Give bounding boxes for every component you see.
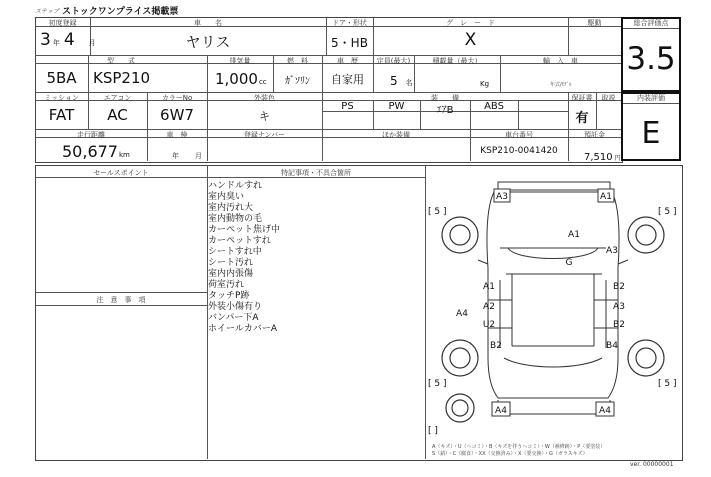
label-first-reg: 初度登録 bbox=[48, 19, 77, 27]
label-color-no: カラーNo bbox=[161, 94, 193, 102]
usage-value: 自家用 bbox=[331, 73, 364, 86]
label-price: 預託金 bbox=[584, 131, 605, 139]
label-manual: 取説 bbox=[601, 94, 616, 102]
label-displacement: 排気量 bbox=[229, 57, 251, 65]
page-title: ストックワンプライス掲載票 bbox=[62, 7, 179, 17]
special-notes-list bbox=[208, 181, 280, 335]
label-car-name: 車 名 bbox=[194, 19, 222, 27]
equipment-item: PW bbox=[388, 101, 405, 112]
note-item: カーペット焦げ中 bbox=[208, 225, 281, 235]
tire-label: [ ] bbox=[428, 426, 438, 436]
damage-mark: B4 bbox=[606, 341, 618, 351]
front-bumper-outline bbox=[498, 182, 610, 190]
warranty-value: 有 bbox=[575, 111, 589, 126]
damage-mark: A4 bbox=[599, 406, 611, 416]
damage-mark: B2 bbox=[613, 320, 625, 330]
note-item: 室内動物の毛 bbox=[208, 214, 263, 224]
fuel-value: ｶﾞｿﾘﾝ bbox=[285, 76, 310, 87]
note-item: 室内汚れ大 bbox=[208, 203, 254, 213]
tire-label: [ 5 ] bbox=[658, 207, 677, 217]
grade-value: X bbox=[464, 30, 477, 50]
legend-line: S（錆）・C（腐食）・XX（交換済み）・X（要交換）・G（ガラスキズ） bbox=[432, 451, 588, 457]
label-mileage: 走行距離 bbox=[77, 131, 105, 139]
damage-mark: A4 bbox=[495, 406, 507, 416]
logo: ステップ bbox=[35, 8, 59, 15]
price-value: 7,510 円 bbox=[584, 152, 621, 163]
damage-mark: B2 bbox=[613, 282, 625, 292]
label-inspection: 車 検 bbox=[166, 131, 188, 139]
equipment-item: ｴｱB bbox=[436, 105, 454, 116]
car-name-value: ヤリス bbox=[185, 33, 231, 51]
label-special-notes: 特記事項・不具合箇所 bbox=[281, 169, 351, 177]
label-grade: グ レ ー ド bbox=[446, 19, 495, 27]
aircon-value: AC bbox=[107, 106, 128, 124]
note-item: 室内内張傷 bbox=[208, 269, 254, 279]
note-item: ホイールカバーA bbox=[208, 324, 277, 334]
tire-label: [ 5 ] bbox=[658, 379, 677, 389]
note-item: ハンドルすれ bbox=[208, 181, 263, 191]
legend-line: A（キズ）・U（ヘコミ）・B（キズを伴うヘコミ）・W（補修跡）・P（要塗装） bbox=[432, 444, 606, 450]
note-item: シートすれ中 bbox=[208, 247, 262, 257]
interior-grade-box bbox=[621, 92, 681, 161]
label-sales-point: セールスポイント bbox=[93, 169, 149, 177]
inspection-value: 年 月 bbox=[172, 152, 202, 160]
overall-grade-value: 3.5 bbox=[626, 41, 676, 77]
overall-grade-box bbox=[621, 17, 681, 92]
damage-mark: A3 bbox=[613, 302, 625, 312]
label-caution: 注 意 事 項 bbox=[96, 296, 146, 304]
chassis-no-value: KSP210-0041420 bbox=[480, 146, 558, 156]
car-damage-diagram bbox=[426, 178, 680, 458]
load-unit: Kg bbox=[480, 80, 490, 88]
label-mission: ミッション bbox=[44, 94, 79, 102]
door-type-value: 5・HB bbox=[331, 36, 368, 50]
label-warranty: 保証書 bbox=[571, 94, 593, 102]
damage-mark: A3 bbox=[606, 246, 618, 256]
label-fuel: 燃 料 bbox=[287, 57, 308, 65]
note-item: バンパー下A bbox=[208, 313, 259, 323]
label-reg-number: 登録ナンバー bbox=[243, 131, 286, 139]
label-equipment: 装 備 bbox=[431, 94, 459, 102]
note-item: カーペットすれ bbox=[208, 236, 271, 246]
interior-grade-label: 内装評価 bbox=[623, 94, 679, 104]
version-label: ver. 00000001 bbox=[630, 461, 674, 468]
label-exterior-color: 外装色 bbox=[254, 94, 275, 102]
damage-mark: U2 bbox=[482, 320, 496, 330]
note-item: 外装小傷有り bbox=[208, 302, 263, 312]
label-import: 輸 入 車 bbox=[543, 57, 578, 65]
note-item: 荷室汚れ bbox=[208, 280, 245, 290]
label-aircon: エアコン bbox=[103, 94, 132, 102]
damage-mark: A1 bbox=[568, 230, 580, 240]
first-reg-value: 3 年 4 月 bbox=[40, 30, 96, 50]
damage-mark: A3 bbox=[496, 192, 508, 202]
exterior-color-value: キ bbox=[259, 110, 270, 123]
damage-mark: A4 bbox=[456, 309, 468, 319]
mission-value: FAT bbox=[48, 106, 75, 124]
damage-mark: A2 bbox=[483, 302, 495, 312]
overall-grade-label: 総合評価点 bbox=[623, 19, 679, 29]
tire-label: [ 5 ] bbox=[428, 207, 447, 217]
damage-mark: B2 bbox=[490, 341, 502, 351]
note-item: タッチP跡 bbox=[208, 291, 250, 301]
label-model: 型 式 bbox=[107, 57, 135, 65]
note-item: 室内臭い bbox=[208, 192, 245, 202]
model-code-value: KSP210 bbox=[93, 69, 151, 87]
color-no-value: 6W7 bbox=[160, 106, 194, 124]
import-note: 年式/ﾓﾃﾞﾙ bbox=[550, 82, 572, 88]
rear-bumper-outline bbox=[498, 400, 610, 414]
damage-mark: G bbox=[565, 258, 573, 268]
label-capacity: 定員(最大) bbox=[376, 57, 411, 65]
capacity-value: 5 名 bbox=[390, 74, 413, 88]
damage-mark: A1 bbox=[483, 282, 495, 292]
label-other-equipment: ほか装備 bbox=[382, 131, 410, 139]
label-handling: 駆動 bbox=[587, 19, 602, 27]
displacement-value: 1,000cc bbox=[215, 70, 267, 88]
note-item: シート汚れ bbox=[208, 258, 254, 268]
label-door-type: ドア・形状 bbox=[332, 19, 367, 27]
label-load: 積載量（最大） bbox=[432, 57, 482, 65]
label-usage: 車 歴 bbox=[337, 57, 358, 65]
interior-grade-value: E bbox=[641, 116, 661, 151]
damage-mark: A1 bbox=[600, 192, 612, 202]
mileage-value: 50,677km bbox=[62, 142, 130, 161]
label-chassis-no: 車台番号 bbox=[505, 131, 533, 139]
equipment-item: ABS bbox=[484, 101, 504, 112]
equipment-item: PS bbox=[341, 101, 354, 112]
tire-label: [ 5 ] bbox=[428, 379, 447, 389]
model-prefix-value: 5BA bbox=[46, 69, 77, 87]
